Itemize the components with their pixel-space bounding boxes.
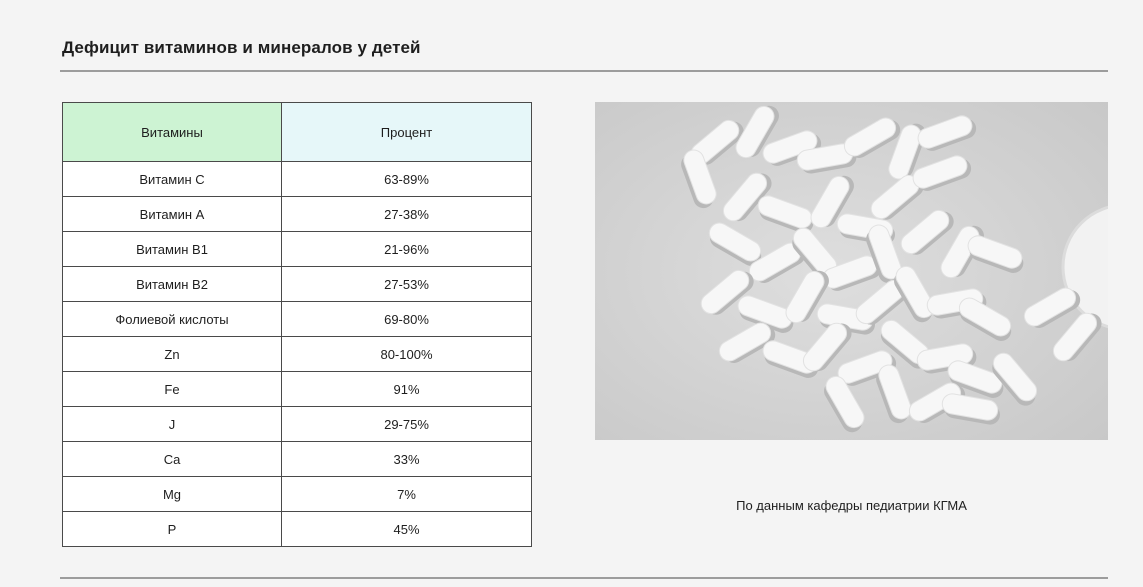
table-row	[63, 162, 532, 197]
table-row	[63, 302, 532, 337]
header-percent: Процент	[282, 103, 532, 162]
cell-percent: 63-89%	[282, 162, 532, 197]
table-header-row	[63, 103, 532, 162]
cell-nutrient: Витамин B1	[63, 232, 282, 267]
deficit-table	[62, 102, 532, 547]
table-row	[63, 197, 532, 232]
cell-nutrient: Mg	[63, 477, 282, 512]
top-divider	[60, 70, 1108, 72]
source-caption: По данным кафедры педиатрии КГМА	[736, 498, 967, 513]
cell-percent: 27-53%	[282, 267, 532, 302]
cell-nutrient: Витамин A	[63, 197, 282, 232]
bottom-divider	[60, 577, 1108, 579]
cell-nutrient: Фолиевой кислоты	[63, 302, 282, 337]
cell-percent: 27-38%	[282, 197, 532, 232]
cell-percent: 45%	[282, 512, 532, 547]
cell-percent: 21-96%	[282, 232, 532, 267]
cell-nutrient: Zn	[63, 337, 282, 372]
cell-nutrient: Витамин C	[63, 162, 282, 197]
cell-nutrient: Ca	[63, 442, 282, 477]
table-row	[63, 442, 532, 477]
table-row	[63, 337, 532, 372]
cell-percent: 91%	[282, 372, 532, 407]
slide-title: Дефицит витаминов и минералов у детей	[62, 38, 421, 57]
cell-percent: 7%	[282, 477, 532, 512]
cell-nutrient: J	[63, 407, 282, 442]
cell-percent: 29-75%	[282, 407, 532, 442]
cell-percent: 80-100%	[282, 337, 532, 372]
cell-nutrient: P	[63, 512, 282, 547]
table-row	[63, 477, 532, 512]
cell-percent: 33%	[282, 442, 532, 477]
cell-percent: 69-80%	[282, 302, 532, 337]
table-row	[63, 512, 532, 547]
table-row	[63, 267, 532, 302]
header-vitamins: Витамины	[63, 103, 282, 162]
pills-illustration	[595, 102, 1108, 440]
cell-nutrient: Витамин B2	[63, 267, 282, 302]
table-row	[63, 407, 532, 442]
cell-nutrient: Fe	[63, 372, 282, 407]
table-row	[63, 372, 532, 407]
table-row	[63, 232, 532, 267]
pills-photo	[595, 102, 1108, 440]
